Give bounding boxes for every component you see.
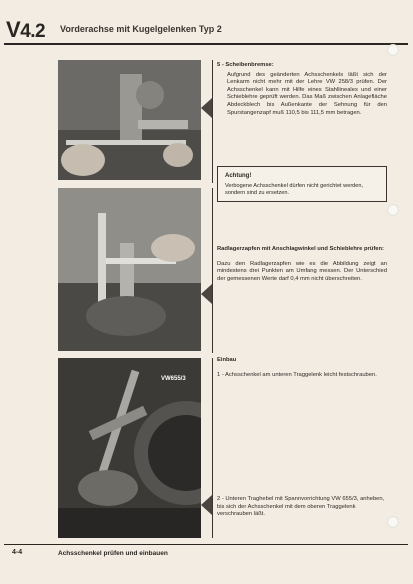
pointer-arrow-1 <box>201 98 212 118</box>
page-number: 4-4 <box>12 549 23 556</box>
warning-title: Achtung! <box>225 173 252 179</box>
pointer-arrow-2 <box>201 284 212 304</box>
installation-step-2: 2 - Unteren Traghebel mit Spannvorrichtung VW 655/3, anheben, bis sich der Achsschenkel mit dem oberen Traggelenk verschrauben läßt. <box>217 496 385 518</box>
divider-2 <box>212 188 213 353</box>
installation-step-1: 1 - Achsschenkel am unteren Traggelenk leicht festschrauben. <box>217 371 377 378</box>
warning-box <box>217 166 387 202</box>
section-code-number: 4.2 <box>20 21 46 42</box>
section-disc-brake <box>217 62 387 117</box>
pointer-arrow-3 <box>201 495 212 515</box>
section-installation-heading: Einbau <box>217 357 237 363</box>
tool-label: VW655/3 <box>161 376 186 382</box>
section-disc-brake-heading: 5 - Scheibenbremse: <box>217 62 274 68</box>
punch-hole-bottom <box>387 516 399 528</box>
photo-knuckle-measurement <box>58 60 201 180</box>
footer-rule <box>4 544 408 545</box>
punch-hole-middle <box>387 204 399 216</box>
section-journal <box>217 246 387 283</box>
section-journal-body: Dazu den Radlagerzapfen wie es die Abbildung zeigt an mindestens drei Punkten am Umfang messen. Der Unterschied der gemessenen Werte darf 0,4 mm nicht überschreiten. <box>217 260 387 282</box>
section-journal-heading: Radlagerzapfen mit Anschlagwinkel und Schieblehre prüfen: <box>217 246 384 252</box>
footer-title: Achsschenkel prüfen und einbauen <box>58 550 168 557</box>
divider-1 <box>212 60 213 183</box>
page-title: Vorderachse mit Kugelgelenken Typ 2 <box>60 24 222 34</box>
section-installation <box>217 357 387 379</box>
header-rule <box>4 43 408 45</box>
punch-hole-top <box>387 44 399 56</box>
section-disc-brake-body: Aufgrund des geänderten Achsschenkels läßt sich der Lenkarm nicht mehr mit der Lehre VW 258/3 prüfen. Der Achsschenkel kann mit Hilfe eines Stahllineales und einer Schieblehre geprüft werden. Das Maß zwischen Anlagefläche Abdeckblech bis Außenkante der Sehnung für den Spurstangenzapf muß 110,5 bis 111,5 mm betragen. <box>227 71 387 116</box>
photo-journal-check <box>58 188 201 351</box>
photo-installation <box>58 358 201 538</box>
divider-3 <box>212 358 213 538</box>
section-code-prefix: V <box>6 17 21 42</box>
warning-body: Verbogene Achsschenkel dürfen nicht gerichtet werden, sondern sind zu ersetzen. <box>225 183 364 196</box>
section-code <box>6 17 45 43</box>
